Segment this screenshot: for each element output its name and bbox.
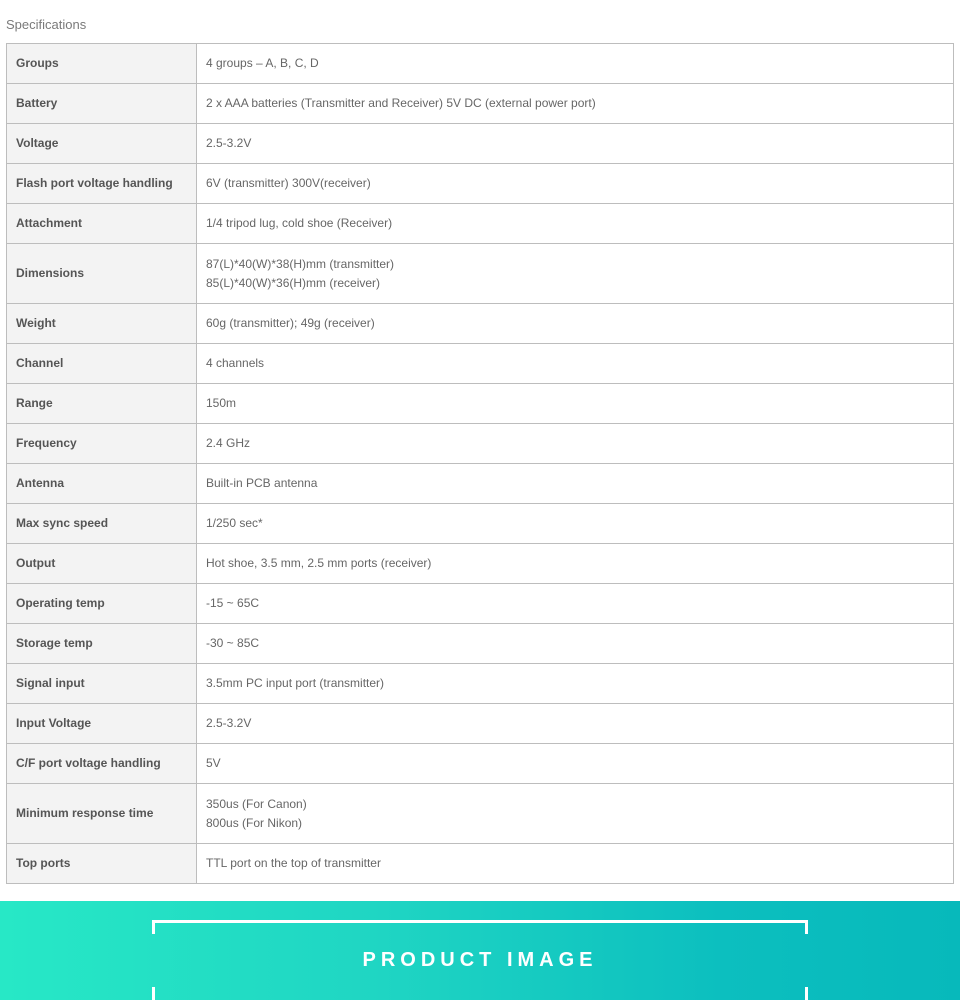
spec-value-line: 6V (transmitter) 300V(receiver) (206, 176, 371, 190)
spec-label: Signal input (7, 664, 197, 704)
spec-label: Operating temp (7, 584, 197, 624)
spec-value-line: 1/250 sec* (206, 516, 263, 530)
table-row (7, 744, 954, 784)
spec-value-line: 1/4 tripod lug, cold shoe (Receiver) (206, 216, 393, 230)
spec-value (197, 384, 954, 424)
spec-value (197, 784, 954, 844)
spec-value (197, 84, 954, 124)
spec-value-line: 2 x AAA batteries (Transmitter and Receiver) 5V DC (external power port) (206, 96, 596, 110)
spec-label: Max sync speed (7, 504, 197, 544)
table-row (7, 164, 954, 204)
table-row (7, 44, 954, 84)
table-row (7, 624, 954, 664)
table-row (7, 584, 954, 624)
table-row (7, 704, 954, 744)
spec-value (197, 504, 954, 544)
spec-label: Output (7, 544, 197, 584)
spec-value (197, 704, 954, 744)
spec-label: Battery (7, 84, 197, 124)
spec-value-line: 5V (206, 756, 221, 770)
section-title: Specifications (6, 17, 87, 32)
spec-label: Input Voltage (7, 704, 197, 744)
spec-value-line: 4 groups – A, B, C, D (206, 56, 319, 70)
table-row (7, 244, 954, 304)
banner-frame-top (152, 920, 808, 934)
table-row (7, 544, 954, 584)
spec-value-line: 350us (For Canon) (206, 796, 307, 811)
spec-value (197, 244, 954, 304)
spec-value (197, 744, 954, 784)
spec-label: Dimensions (7, 244, 197, 304)
spec-label: Antenna (7, 464, 197, 504)
spec-value-line: 800us (For Nikon) (206, 815, 303, 830)
spec-value-line: 2.5-3.2V (206, 136, 252, 150)
spec-label: Voltage (7, 124, 197, 164)
spec-label: Storage temp (7, 624, 197, 664)
spec-label: Channel (7, 344, 197, 384)
table-row (7, 504, 954, 544)
spec-value-line: Built-in PCB antenna (206, 476, 318, 490)
spec-label: Groups (7, 44, 197, 84)
spec-label: Flash port voltage handling (7, 164, 197, 204)
spec-value-line: TTL port on the top of transmitter (206, 856, 381, 870)
spec-label: Minimum response time (7, 784, 197, 844)
spec-value (197, 204, 954, 244)
spec-value-line: 2.5-3.2V (206, 716, 252, 730)
spec-value-line: 3.5mm PC input port (transmitter) (206, 676, 385, 690)
spec-value-line: 2.4 GHz (206, 436, 251, 450)
spec-value-line: 4 channels (206, 356, 265, 370)
spec-value (197, 304, 954, 344)
spec-label: Frequency (7, 424, 197, 464)
spec-label: C/F port voltage handling (7, 744, 197, 784)
spec-label: Attachment (7, 204, 197, 244)
spec-value (197, 664, 954, 704)
spec-value-line: 150m (206, 396, 237, 410)
table-row (7, 344, 954, 384)
table-row (7, 304, 954, 344)
spec-value-line: 85(L)*40(W)*36(H)mm (receiver) (206, 275, 381, 290)
banner-title: PRODUCT IMAGE (362, 949, 598, 971)
spec-label: Range (7, 384, 197, 424)
spec-value (197, 844, 954, 884)
spec-value (197, 624, 954, 664)
spec-value (197, 424, 954, 464)
table-row (7, 204, 954, 244)
table-row (7, 84, 954, 124)
table-row (7, 124, 954, 164)
table-row (7, 464, 954, 504)
spec-value (197, 544, 954, 584)
spec-value (197, 164, 954, 204)
spec-value (197, 344, 954, 384)
spec-value-line: Hot shoe, 3.5 mm, 2.5 mm ports (receiver) (206, 556, 432, 570)
table-row (7, 424, 954, 464)
spec-value (197, 44, 954, 84)
spec-value-line: -15 ~ 65C (206, 596, 260, 610)
table-row (7, 844, 954, 884)
table-row (7, 384, 954, 424)
specifications-table-body (7, 44, 954, 884)
table-row (7, 784, 954, 844)
spec-value-line: 60g (transmitter); 49g (receiver) (206, 316, 375, 330)
specifications-table (6, 43, 954, 884)
banner-frame-bottom-left (152, 987, 155, 1000)
table-row (7, 664, 954, 704)
product-image-banner (0, 901, 960, 1000)
spec-label: Weight (7, 304, 197, 344)
banner-frame-bottom-right (805, 987, 808, 1000)
spec-label: Top ports (7, 844, 197, 884)
spec-value (197, 124, 954, 164)
spec-value-line: -30 ~ 85C (206, 636, 260, 650)
spec-value (197, 464, 954, 504)
spec-value-line: 87(L)*40(W)*38(H)mm (transmitter) (206, 256, 395, 271)
spec-value (197, 584, 954, 624)
